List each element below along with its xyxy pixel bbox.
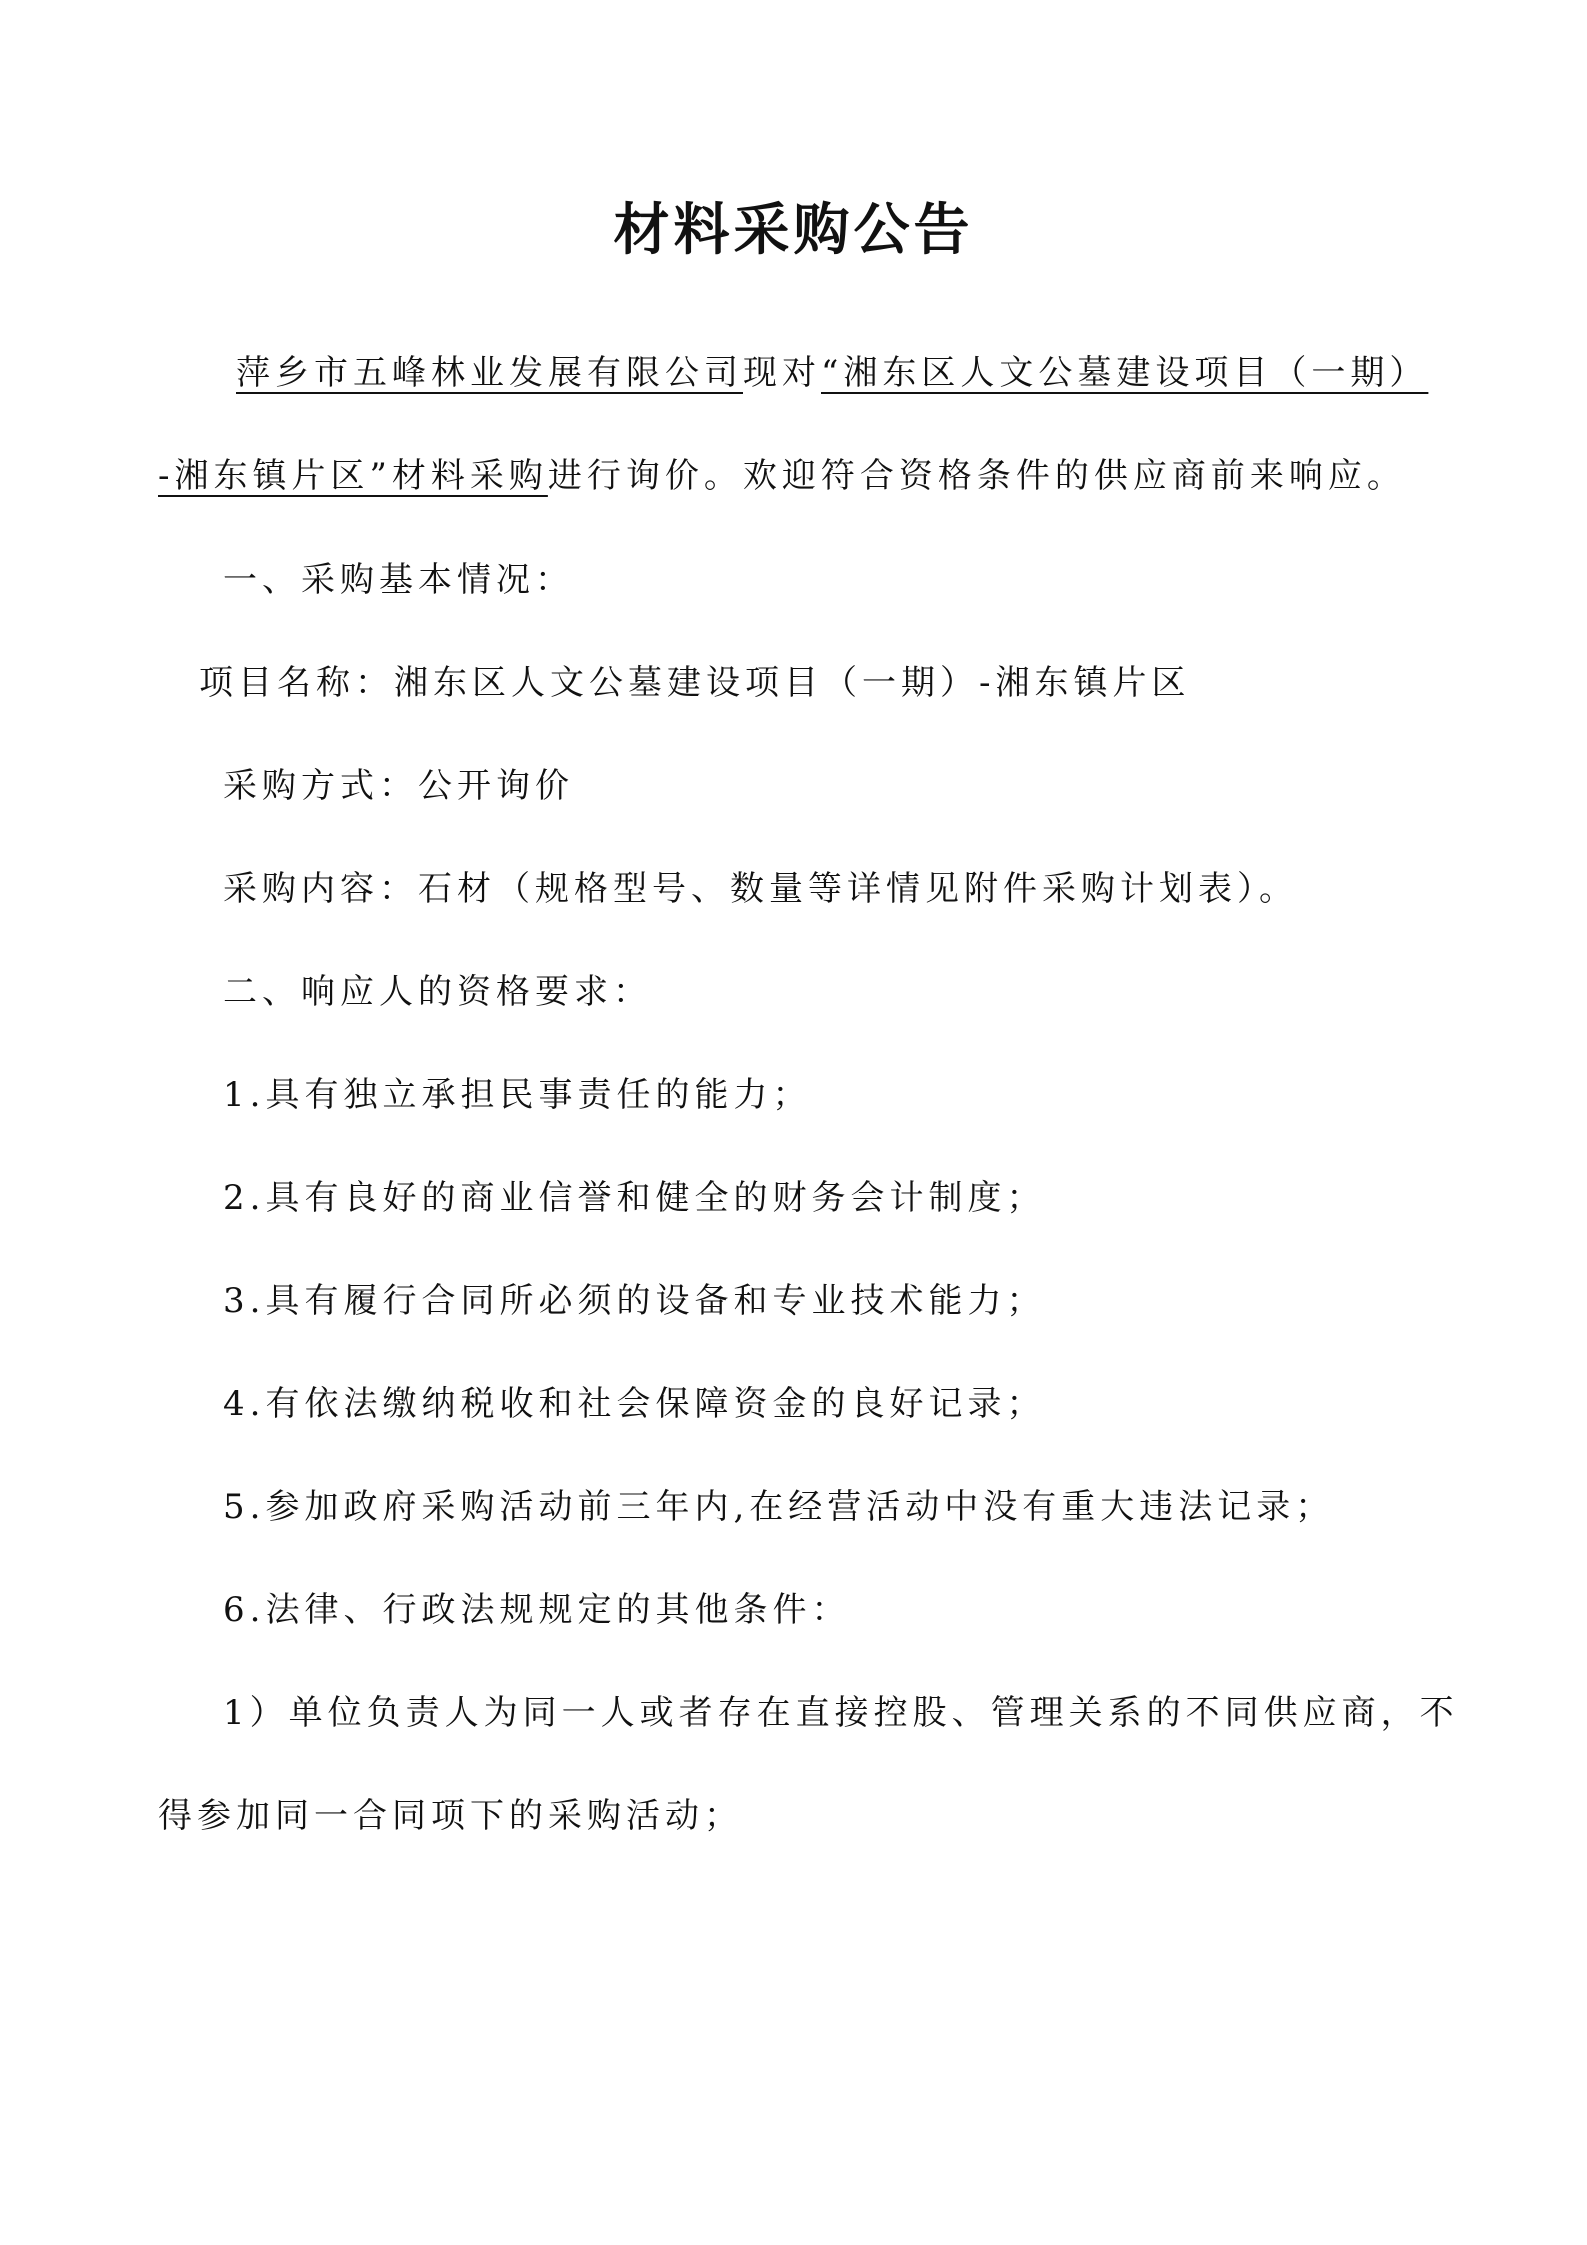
intro-text-continued: 进行询价。欢迎符合资格条件的供应商前来响应。 <box>547 456 1406 496</box>
project-name-quoted-continued: -湘东镇片区”材料采购 <box>158 456 548 496</box>
requirement-item: 3.具有履行合同所必须的设备和专业技术能力； <box>223 1281 1046 1321</box>
requirement-item: 6.法律、行政法规规定的其他条件： <box>223 1590 851 1630</box>
sub-requirement-line-2: 得参加同一合同项下的采购活动； <box>158 1796 743 1836</box>
procurement-method-line: 采购方式：公开询价 <box>223 766 574 806</box>
requirement-item: 4.有依法缴纳税收和社会保障资金的良好记录； <box>223 1384 1046 1424</box>
procurement-content-line: 采购内容：石材（规格型号、数量等详情见附件采购计划表）。 <box>223 869 1298 909</box>
project-name-line: 项目名称：湘东区人文公墓建设项目（一期）-湘东镇片区 <box>199 663 1191 703</box>
section-2-heading: 二、响应人的资格要求： <box>223 972 652 1012</box>
requirement-item: 2.具有良好的商业信誉和健全的财务会计制度； <box>223 1178 1046 1218</box>
intro-line-1 <box>0 348 1587 398</box>
requirement-item: 1.具有独立承担民事责任的能力； <box>223 1075 812 1115</box>
company-name: 萍乡市五峰林业发展有限公司 <box>236 353 743 393</box>
intro-line-2 <box>0 451 1587 501</box>
intro-text: 现对 <box>743 353 821 393</box>
section-1-heading: 一、采购基本情况： <box>223 560 574 600</box>
project-name-quoted: “湘东区人文公墓建设项目（一期） <box>821 353 1429 393</box>
document-title: 材料采购公告 <box>613 198 974 263</box>
sub-requirement-line-1: 1）单位负责人为同一人或者存在直接控股、管理关系的不同供应商，不 <box>223 1693 1459 1733</box>
requirement-item: 5.参加政府采购活动前三年内,在经营活动中没有重大违法记录； <box>223 1487 1335 1527</box>
